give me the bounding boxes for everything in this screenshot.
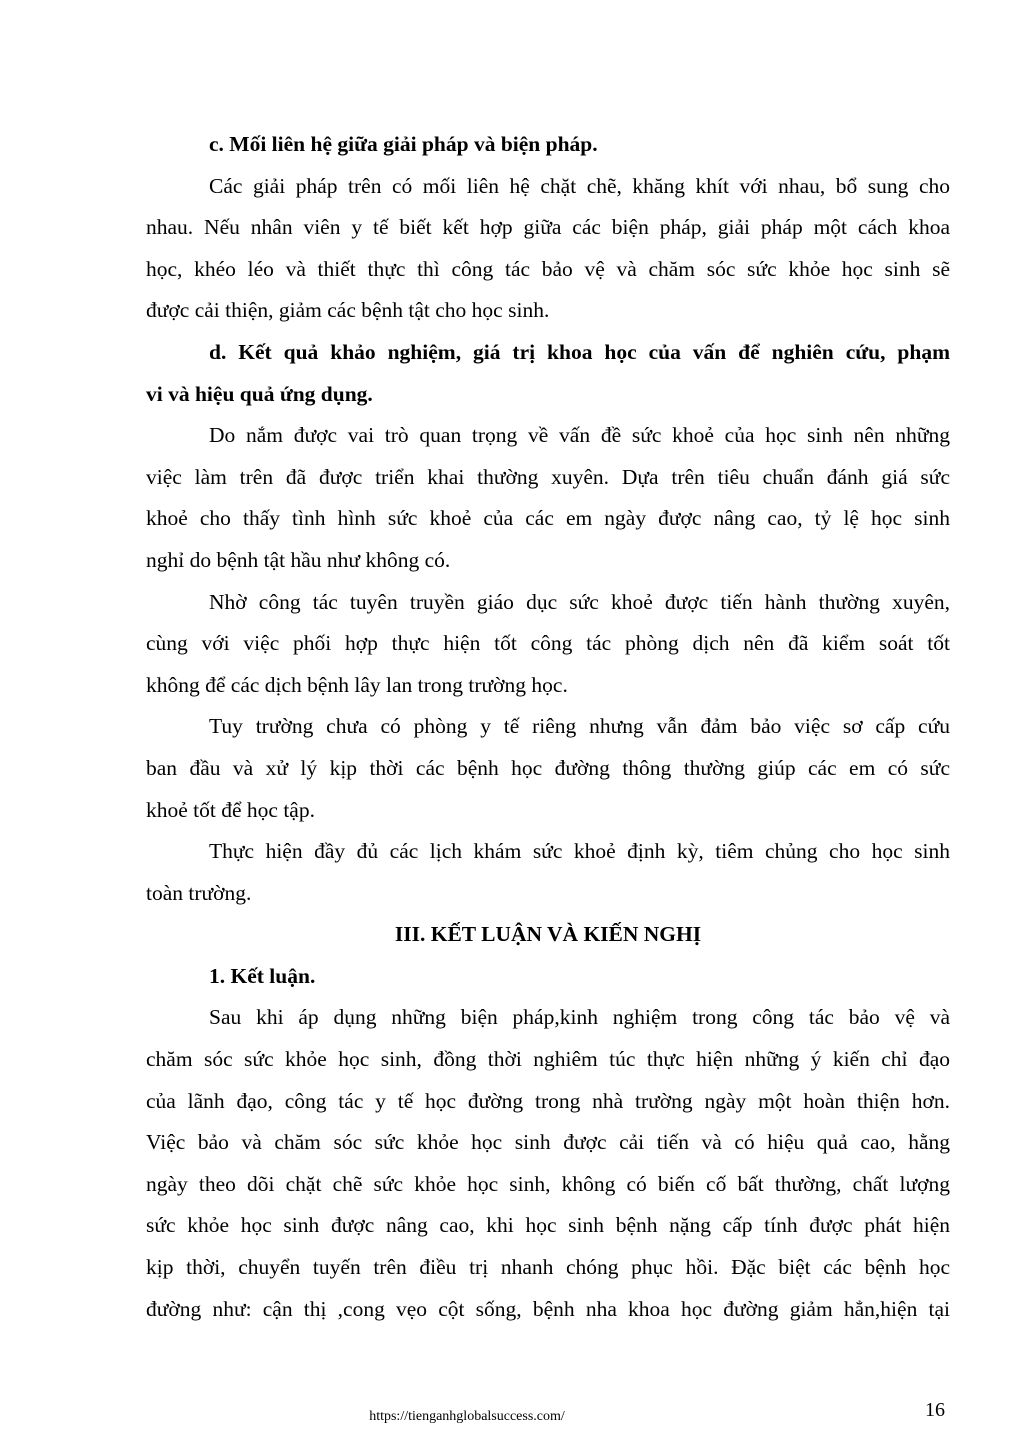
paragraph-line: ban đầu và xử lý kịp thời các bệnh học đường thông thường giúp các em có sức: [146, 755, 950, 780]
page-number: 16: [925, 1399, 945, 1421]
paragraph-line: chăm sóc sức khỏe học sinh, đồng thời nghiêm túc thực hiện những ý kiến chỉ đạo: [146, 1047, 950, 1072]
paragraph-line: cùng với việc phối hợp thực hiện tốt công tác phòng dịch nên đã kiểm soát tốt: [146, 631, 950, 656]
paragraph-line: khoẻ cho thấy tình hình sức khoẻ của các em ngày được nâng cao, tỷ lệ học sinh: [146, 506, 950, 531]
paragraph-line: nghỉ do bệnh tật hầu như không có.: [146, 547, 451, 572]
paragraph-line: toàn trường.: [146, 880, 252, 905]
paragraph-line: kịp thời, chuyển tuyến trên điều trị nhanh chóng phục hồi. Đặc biệt các bệnh học: [146, 1255, 950, 1280]
paragraph-line: Tuy trường chưa có phòng y tế riêng nhưng vẫn đảm bảo việc sơ cấp cứu: [209, 714, 950, 739]
paragraph-line: việc làm trên đã được triển khai thường xuyên. Dựa trên tiêu chuẩn đánh giá sức: [146, 464, 950, 489]
paragraph-line: ngày theo dõi chặt chẽ sức khỏe học sinh, không có biến cố bất thường, chất lượng: [146, 1171, 950, 1196]
document-body: [146, 124, 950, 1330]
paragraph-line: của lãnh đạo, công tác y tế học đường trong nhà trường ngày một hoàn thiện hơn.: [146, 1088, 950, 1113]
section-heading-c: c. Mối liên hệ giữa giải pháp và biện pháp.: [209, 132, 598, 156]
paragraph-line: được cải thiện, giảm các bệnh tật cho học sinh.: [146, 298, 550, 323]
paragraph-line: Thực hiện đầy đủ các lịch khám sức khoẻ định kỳ, tiêm chủng cho học sinh: [209, 839, 950, 864]
paragraph-line: khoẻ tốt để học tập.: [146, 797, 315, 822]
paragraph-line: đường như: cận thị ,cong vẹo cột sống, bệnh nha khoa học đường giảm hẳn,hiện tại: [146, 1296, 950, 1321]
paragraph-line: học, khéo léo và thiết thực thì công tác bảo vệ và chăm sóc sức khỏe học sinh sẽ: [146, 256, 950, 281]
section-heading-d-continued: vi và hiệu quả ứng dụng.: [146, 381, 373, 406]
paragraph-line: Sau khi áp dụng những biện pháp,kinh nghiệm trong công tác bảo vệ và: [209, 1005, 950, 1030]
paragraph-line: nhau. Nếu nhân viên y tế biết kết hợp giữa các biện pháp, giải pháp một cách khoa: [146, 215, 950, 240]
subsection-heading: 1. Kết luận.: [209, 963, 316, 988]
footer-url: https://tienganhglobalsuccess.com/: [369, 1409, 565, 1424]
paragraph-line: không để các dịch bệnh lây lan trong trường học.: [146, 672, 568, 697]
section-heading-d: d. Kết quả khảo nghiệm, giá trị khoa học của vấn để nghiên cứu, phạm: [209, 339, 950, 364]
paragraph-line: Nhờ công tác tuyên truyền giáo dục sức khoẻ được tiến hành thường xuyên,: [209, 589, 950, 614]
paragraph-line: sức khỏe học sinh được nâng cao, khi học sinh bệnh nặng cấp tính được phát hiện: [146, 1213, 950, 1238]
paragraph-line: Việc bảo và chăm sóc sức khỏe học sinh được cải tiến và có hiệu quả cao, hằng: [146, 1130, 950, 1155]
paragraph-line: Do nắm được vai trò quan trọng về vấn đề sức khoẻ của học sinh nên những: [209, 423, 950, 448]
paragraph-line: Các giải pháp trên có mối liên hệ chặt chẽ, khăng khít với nhau, bổ sung cho: [209, 173, 950, 198]
chapter-heading: III. KẾT LUẬN VÀ KIẾN NGHỊ: [394, 922, 702, 947]
